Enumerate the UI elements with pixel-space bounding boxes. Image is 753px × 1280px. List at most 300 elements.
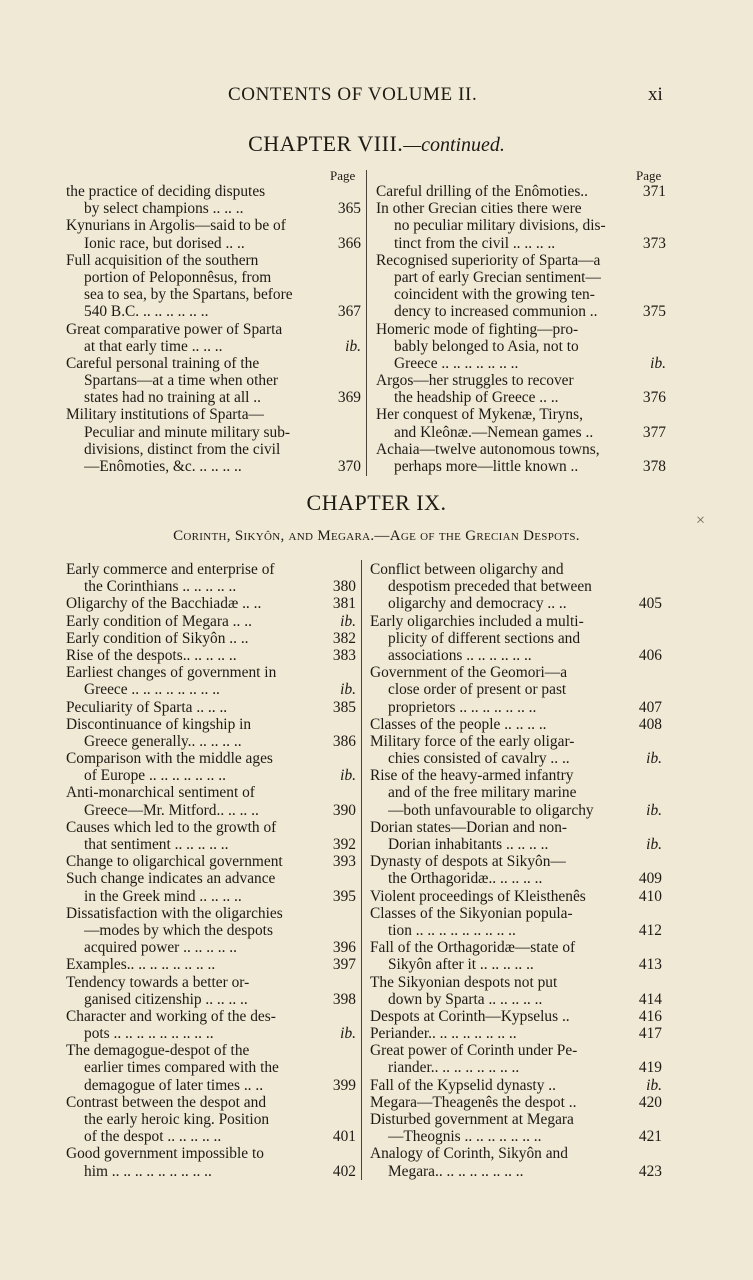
toc-entry-text: Earliest changes of government in [66, 664, 277, 682]
toc-entry-text: Rise of the heavy-armed infantry [370, 767, 574, 785]
toc-entry-text: Military force of the early oligar- [370, 732, 575, 750]
toc-entry-text: Oligarchy of the Bacchiadæ .. .. [66, 595, 262, 613]
toc-entry-text: the headship of Greece .. .. [394, 389, 559, 407]
toc-entry-text: Classes of the people .. .. .. .. [370, 715, 547, 733]
toc-entry [376, 321, 666, 373]
toc-entry-line [66, 424, 361, 441]
toc-entry-line [66, 389, 361, 406]
toc-entry-text: Dissatisfaction with the oligarchies [66, 904, 283, 922]
toc-entry-line [376, 355, 666, 372]
toc-page-number: 401 [332, 1128, 356, 1146]
toc-entry-line [370, 1008, 662, 1025]
toc-page-number: ib. [340, 767, 356, 785]
toc-entry-line [66, 922, 356, 939]
toc-entry-line [66, 802, 356, 819]
toc-entry [66, 819, 356, 853]
toc-entry-line [66, 991, 356, 1008]
toc-entry-line [66, 613, 356, 630]
toc-entry-text: Disturbed government at Megara [370, 1111, 574, 1128]
toc-entry-line [370, 1163, 662, 1180]
toc-entry-text: Character and working of the des- [66, 1007, 276, 1025]
toc-entry-line [66, 870, 356, 887]
toc-entry-text: Despots at Corinth—Kypselus .. [370, 1007, 570, 1025]
toc-entry-line [66, 1025, 356, 1042]
toc-entry-line [370, 1077, 662, 1094]
toc-page-number: ib. [345, 337, 361, 355]
toc-entry-line [370, 750, 662, 767]
toc-entry-line [66, 853, 356, 870]
toc-entry [66, 1008, 356, 1042]
toc-entry-line [66, 939, 356, 956]
toc-entry-text: ganised citizenship .. .. .. .. [84, 990, 248, 1008]
toc-entry-text: tion .. .. .. .. .. .. .. .. .. [388, 921, 516, 939]
toc-entry-text: Megara.. .. .. .. .. .. .. .. [388, 1162, 524, 1180]
toc-entry [370, 1008, 662, 1025]
toc-entry-text: Careful personal training of the [66, 354, 260, 372]
toc-page-number: 406 [638, 646, 662, 664]
toc-entry [370, 1077, 662, 1094]
toc-entry-text: perhaps more—little known .. [394, 458, 579, 475]
toc-entry-line [66, 1008, 356, 1025]
toc-entry-line [66, 441, 361, 458]
toc-entry-line [370, 595, 662, 612]
toc-entry-text: dency to increased communion .. [394, 303, 598, 321]
toc-entry [66, 647, 356, 664]
toc-entry-line [66, 235, 361, 252]
toc-entry-text: Fall of the Kypselid dynasty .. [370, 1076, 556, 1094]
toc-entry-line [66, 1077, 356, 1094]
toc-entry-line [66, 956, 356, 973]
toc-entry-line [66, 1128, 356, 1145]
toc-entry-text: Careful drilling of the Enômoties.. [376, 183, 589, 200]
toc-entry [66, 561, 356, 595]
toc-entry [376, 200, 666, 252]
toc-page-number: 423 [638, 1162, 662, 1180]
toc-entry-text: Rise of the despots.. .. .. .. .. [66, 646, 237, 664]
toc-entry [370, 664, 662, 716]
toc-entry-line [66, 406, 361, 423]
toc-page-number: 399 [332, 1076, 356, 1094]
toc-entry-line [376, 269, 666, 286]
toc-entry [370, 853, 662, 887]
toc-page-number: 393 [332, 853, 356, 871]
toc-page-number: 381 [332, 595, 356, 613]
toc-page-number: 371 [642, 183, 666, 200]
toc-entry-text: Examples.. .. .. .. .. .. .. .. [66, 956, 216, 974]
toc-page-number: 407 [638, 698, 662, 716]
toc-page-number: 408 [638, 715, 662, 733]
toc-entry-line [66, 303, 361, 320]
toc-entry [370, 733, 662, 767]
toc-page-number: 370 [337, 458, 361, 475]
toc-entry-text: proprietors .. .. .. .. .. .. .. [388, 698, 537, 716]
toc-entry [66, 252, 361, 321]
toc-entry-text: associations .. .. .. .. .. .. [388, 646, 532, 664]
toc-entry-line [370, 836, 662, 853]
toc-entry [370, 819, 662, 853]
toc-page-number: 414 [638, 990, 662, 1008]
running-title: CONTENTS OF VOLUME II. [228, 84, 478, 105]
toc-entry-text: Homeric mode of fighting—pro- [376, 320, 579, 338]
page-column-label-left: Page [330, 168, 356, 183]
toc-entry-line [66, 1042, 356, 1059]
toc-entry-text: Comparison with the middle ages [66, 750, 273, 768]
toc-entry-text: by select champions .. .. .. [84, 200, 244, 218]
toc-entry [370, 613, 662, 665]
toc-entry [370, 888, 662, 905]
toc-page-number: ib. [646, 836, 662, 853]
toc-entry-text: Periander.. .. .. .. .. .. .. .. [370, 1025, 517, 1043]
toc-page-number: 392 [332, 836, 356, 853]
toc-page-number: 409 [638, 870, 662, 888]
toc-page-number: 375 [642, 303, 666, 321]
toc-entry [370, 1111, 662, 1145]
toc-entry [376, 441, 666, 475]
chapter-9-left-column [66, 561, 356, 1180]
toc-entry [66, 905, 356, 957]
toc-entry-line [370, 1059, 662, 1076]
toc-entry [66, 784, 356, 818]
toc-entry [66, 183, 361, 217]
chapter-9-right-column [370, 561, 662, 1180]
toc-entry-text: pots .. .. .. .. .. .. .. .. .. [84, 1025, 214, 1043]
toc-entry-text: Greece generally.. .. .. .. .. [84, 732, 242, 750]
toc-entry [66, 1145, 356, 1179]
toc-page-number: ib. [646, 750, 662, 768]
toc-entry-line [66, 183, 361, 200]
chapter-8-continued: —continued. [403, 134, 505, 156]
toc-entry-line [66, 750, 356, 767]
toc-entry-line [370, 716, 662, 733]
toc-page-number: 421 [638, 1128, 662, 1146]
toc-page-number: 398 [332, 990, 356, 1008]
toc-entry-line [370, 991, 662, 1008]
toc-page-number: 402 [332, 1162, 356, 1180]
toc-entry-line [370, 974, 662, 991]
toc-page-number: 386 [332, 732, 356, 750]
toc-entry-text: earlier times compared with the [84, 1059, 279, 1077]
toc-page-number: 416 [638, 1007, 662, 1025]
toc-entry-line [66, 647, 356, 664]
toc-entry-text: states had no training at all .. [84, 389, 261, 407]
toc-entry-text: —Theognis .. .. .. .. .. .. .. [388, 1128, 542, 1146]
toc-entry-text: and of the free military marine [388, 784, 577, 802]
toc-entry-line [66, 1163, 356, 1180]
toc-entry-line [370, 578, 662, 595]
chapter-9-subtitle-text: Corinth, Sikyôn, and Megara.—Age of the Grecian Despots. [173, 528, 580, 544]
toc-entry-line [66, 200, 361, 217]
toc-entry-text: the early heroic king. Position [84, 1111, 270, 1128]
toc-page-number: 366 [337, 234, 361, 252]
toc-entry [66, 595, 356, 612]
toc-entry-text: Analogy of Corinth, Sikyôn and [370, 1145, 568, 1163]
toc-entry-line [370, 1025, 662, 1042]
toc-page-number: 385 [332, 698, 356, 716]
toc-entry-line [66, 767, 356, 784]
toc-page-number: ib. [650, 354, 666, 372]
toc-entry-line [370, 647, 662, 664]
toc-page-number: 405 [638, 595, 662, 613]
toc-entry [370, 561, 662, 613]
toc-entry-text: no peculiar military divisions, dis- [394, 217, 606, 235]
toc-entry-text: him .. .. .. .. .. .. .. .. .. [84, 1162, 212, 1180]
toc-entry-text: Fall of the Orthagoridæ—state of [370, 939, 576, 957]
toc-entry-text: Dynasty of despots at Sikyôn— [370, 853, 566, 871]
toc-entry-text: divisions, distinct from the civil [84, 440, 281, 458]
toc-entry [66, 613, 356, 630]
toc-page-number: 417 [638, 1025, 662, 1043]
toc-page-number: 410 [638, 887, 662, 905]
toc-entry-text: Her conquest of Mykenæ, Tiryns, [376, 406, 583, 424]
toc-entry-line [376, 303, 666, 320]
toc-entry-line [66, 338, 361, 355]
toc-entry-text: Conflict between oligarchy and [370, 561, 564, 578]
toc-entry-text: Recognised superiority of Sparta—a [376, 251, 601, 269]
toc-entry [370, 1145, 662, 1179]
toc-entry [66, 974, 356, 1008]
toc-page-number: 376 [642, 389, 666, 407]
toc-entry-line [66, 836, 356, 853]
toc-page-number: 396 [332, 939, 356, 957]
toc-entry-line [376, 217, 666, 234]
toc-entry-line [370, 630, 662, 647]
toc-page-number: 413 [638, 956, 662, 974]
toc-entry-text: Early oligarchies included a multi- [370, 612, 584, 630]
toc-entry-text: tinct from the civil .. .. .. .. [394, 234, 556, 252]
toc-entry-text: Great power of Corinth under Pe- [370, 1042, 578, 1060]
chapter-9-subtitle [0, 528, 753, 545]
toc-entry [370, 1042, 662, 1076]
toc-entry-text: Peculiarity of Sparta .. .. .. [66, 698, 228, 716]
toc-entry-text: —Enômoties, &c. .. .. .. .. [84, 458, 242, 475]
toc-entry-line [370, 1111, 662, 1128]
toc-entry-text: Contrast between the despot and [66, 1093, 267, 1111]
page-number: xi [648, 84, 663, 105]
toc-entry-text: the Orthagoridæ.. .. .. .. .. [388, 870, 543, 888]
toc-entry-text: Causes which led to the growth of [66, 818, 277, 836]
toc-page-number: 395 [332, 887, 356, 905]
toc-entry-text: part of early Grecian sentiment— [394, 268, 601, 286]
toc-entry-line [66, 1111, 356, 1128]
toc-entry-line [66, 252, 361, 269]
toc-entry-text: at that early time .. .. .. [84, 337, 223, 355]
toc-page-number: ib. [340, 1025, 356, 1043]
toc-entry [370, 905, 662, 939]
toc-entry-text: of Europe .. .. .. .. .. .. .. [84, 767, 226, 785]
toc-entry-line [370, 613, 662, 630]
toc-entry-text: Good government impossible to [66, 1145, 264, 1163]
toc-page-number: ib. [646, 801, 662, 819]
toc-entry [66, 1094, 356, 1146]
toc-page-number: ib. [646, 1076, 662, 1094]
toc-entry-text: demagogue of later times .. .. [84, 1076, 264, 1094]
toc-entry [66, 699, 356, 716]
toc-entry [370, 716, 662, 733]
toc-entry-line [370, 1042, 662, 1059]
toc-entry-line [376, 286, 666, 303]
toc-entry-line [66, 286, 361, 303]
toc-entry-text: Dorian inhabitants .. .. .. .. [388, 836, 549, 853]
toc-page-number: 367 [337, 303, 361, 321]
toc-entry-line [376, 372, 666, 389]
toc-entry-text: —modes by which the despots [84, 921, 273, 939]
toc-entry-line [66, 269, 361, 286]
toc-entry-line [370, 784, 662, 801]
toc-entry-line [376, 235, 666, 252]
toc-entry-line [66, 819, 356, 836]
toc-entry-text: Military institutions of Sparta— [66, 406, 264, 424]
toc-entry-text: Achaia—twelve autonomous towns, [376, 440, 600, 458]
toc-entry-text: acquired power .. .. .. .. .. [84, 939, 238, 957]
toc-entry-line [370, 681, 662, 698]
toc-entry-text: Kynurians in Argolis—said to be of [66, 217, 286, 235]
toc-entry-text: down by Sparta .. .. .. .. .. [388, 990, 543, 1008]
toc-entry-line [370, 905, 662, 922]
toc-entry-text: 540 B.C. .. .. .. .. .. .. [84, 303, 209, 321]
toc-entry-text: Such change indicates an advance [66, 870, 276, 888]
toc-entry-line [66, 1059, 356, 1076]
toc-entry-text: Greece .. .. .. .. .. .. .. [394, 354, 519, 372]
toc-entry-text: riander.. .. .. .. .. .. .. .. [388, 1059, 520, 1077]
toc-page-number: 383 [332, 646, 356, 664]
toc-entry-text: Tendency towards a better or- [66, 973, 250, 991]
page-column-label-right: Page [636, 168, 662, 183]
chapter-8-heading [0, 131, 753, 157]
toc-entry-line [66, 888, 356, 905]
toc-entry-line [66, 217, 361, 234]
toc-entry-line [376, 441, 666, 458]
toc-entry-line [66, 355, 361, 372]
toc-entry [376, 252, 666, 321]
toc-entry-line [370, 853, 662, 870]
toc-entry [66, 750, 356, 784]
toc-entry [370, 1025, 662, 1042]
toc-entry-line [370, 802, 662, 819]
toc-entry [376, 183, 666, 200]
toc-entry-line [376, 424, 666, 441]
toc-entry-line [370, 664, 662, 681]
toc-entry-text: Argos—her struggles to recover [376, 372, 574, 390]
toc-entry-text: Anti-monarchical sentiment of [66, 784, 255, 802]
toc-entry [370, 939, 662, 973]
toc-entry-line [370, 939, 662, 956]
toc-entry [66, 1042, 356, 1094]
toc-entry [66, 853, 356, 870]
toc-entry-text: Early condition of Sikyôn .. .. [66, 629, 249, 647]
toc-entry-text: oligarchy and democracy .. .. [388, 595, 567, 613]
toc-page-number: ib. [340, 612, 356, 630]
toc-entry-line [376, 406, 666, 423]
toc-entry-line [376, 458, 666, 475]
toc-entry-text: In other Grecian cities there were [376, 200, 582, 218]
toc-entry-text: that sentiment .. .. .. .. .. [84, 836, 229, 853]
toc-entry-line [370, 1094, 662, 1111]
toc-entry-text: Change to oligarchical government [66, 853, 283, 871]
toc-entry-line [370, 733, 662, 750]
toc-entry-text: Dorian states—Dorian and non- [370, 818, 568, 836]
column-divider [361, 560, 362, 1180]
chapter-9-heading: CHAPTER IX. [306, 490, 447, 515]
toc-entry-line [370, 819, 662, 836]
toc-entry-line [66, 699, 356, 716]
toc-entry [66, 406, 361, 475]
toc-entry-line [66, 578, 356, 595]
chapter-8-right-column [376, 183, 666, 475]
toc-entry [66, 716, 356, 750]
toc-entry-text: —both unfavourable to oligarchy [388, 801, 594, 819]
toc-entry-line [66, 733, 356, 750]
toc-entry-line [66, 458, 361, 475]
toc-entry [370, 1094, 662, 1111]
toc-page-number: 419 [638, 1059, 662, 1077]
toc-entry [370, 767, 662, 819]
toc-entry-line [66, 372, 361, 389]
toc-entry-text: portion of Peloponnêsus, from [84, 268, 272, 286]
toc-entry-line [370, 1128, 662, 1145]
toc-entry-text: the Corinthians .. .. .. .. .. [84, 578, 237, 596]
toc-entry-line [66, 784, 356, 801]
toc-entry-line [376, 183, 666, 200]
toc-entry [66, 956, 356, 973]
chapter-8-left-column [66, 183, 361, 475]
toc-entry-line [376, 252, 666, 269]
toc-entry-line [370, 1145, 662, 1162]
toc-entry-text: Ionic race, but dorised .. .. [84, 234, 245, 252]
toc-entry-text: close order of present or past [388, 681, 567, 699]
toc-entry-text: sea to sea, by the Spartans, before [84, 286, 293, 304]
toc-page-number: 397 [332, 956, 356, 974]
toc-page-number: 373 [642, 234, 666, 252]
toc-entry-text: Discontinuance of kingship in [66, 715, 252, 733]
toc-entry-line [66, 321, 361, 338]
toc-page-number: 420 [638, 1093, 662, 1111]
toc-entry-line [376, 200, 666, 217]
toc-entry-text: Sikyôn after it .. .. .. .. .. [388, 956, 534, 974]
toc-entry-line [370, 956, 662, 973]
toc-entry-line [66, 905, 356, 922]
toc-entry [66, 321, 361, 355]
toc-entry-line [370, 767, 662, 784]
toc-entry [66, 217, 361, 251]
toc-entry-text: Greece—Mr. Mitford.. .. .. .. [84, 801, 259, 819]
toc-entry-line [66, 664, 356, 681]
toc-entry-text: Great comparative power of Sparta [66, 320, 283, 338]
toc-page-number: 378 [642, 458, 666, 475]
toc-entry-line [66, 974, 356, 991]
toc-entry-text: Megara—Theagenês the despot .. [370, 1093, 577, 1111]
toc-entry-line [66, 681, 356, 698]
column-divider [366, 170, 367, 476]
toc-entry-text: bably belonged to Asia, not to [394, 337, 579, 355]
toc-entry-text: the practice of deciding disputes [66, 183, 266, 200]
toc-entry-text: The Sikyonian despots not put [370, 973, 558, 991]
toc-entry [376, 372, 666, 406]
toc-entry-line [376, 338, 666, 355]
toc-entry-text: Spartans—at a time when other [84, 372, 279, 390]
toc-entry-text: The demagogue-despot of the [66, 1042, 250, 1060]
toc-entry-line [66, 1094, 356, 1111]
toc-entry-line [376, 389, 666, 406]
toc-entry-text: and Kleônæ.—Nemean games .. [394, 423, 594, 441]
toc-entry-line [370, 888, 662, 905]
toc-entry-line [66, 561, 356, 578]
toc-entry-text: in the Greek mind .. .. .. .. [84, 887, 242, 905]
toc-entry-text: Government of the Geomori—a [370, 664, 568, 682]
toc-entry [66, 355, 361, 407]
toc-page-number: 365 [337, 200, 361, 218]
toc-page-number: ib. [340, 681, 356, 699]
toc-entry-text: despotism preceded that between [388, 578, 592, 596]
